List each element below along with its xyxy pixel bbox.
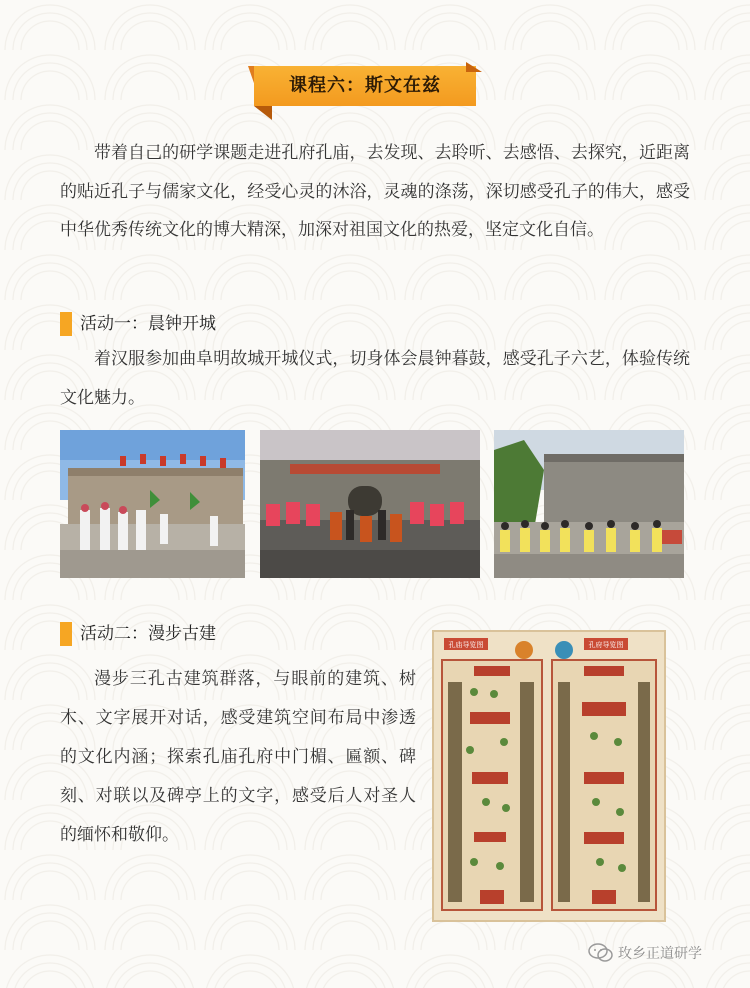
course-title: 课程六：斯文在兹	[254, 66, 476, 106]
wechat-icon	[588, 942, 614, 964]
banner-fold-right	[466, 62, 482, 72]
course-title-banner	[248, 62, 488, 122]
activity2-heading	[60, 622, 216, 646]
map-right-label: 孔府导览图	[588, 641, 624, 649]
intro-paragraph: 带着自己的研学课题走进孔府孔庙，去发现、去聆听、去感悟、去探究，近距离的贴近孔子与儒家文化，经受心灵的沐浴，灵魂的涤荡，深切感受孔子的伟大，感受中华优秀传统文化的博大精深，加深对祖国文化的热爱，坚定文化自信。	[60, 143, 690, 240]
activity1-paragraph: 着汉服参加曲阜明故城开城仪式，切身体会晨钟暮鼓，感受孔子六艺，体验传统文化魅力。	[60, 349, 690, 408]
heading-accent-bar	[60, 312, 72, 336]
banner-tail	[254, 106, 272, 120]
ceremony-photo-1	[60, 430, 245, 578]
wechat-watermark	[588, 942, 702, 964]
watermark-text: 玫乡正道研学	[618, 946, 702, 962]
activity2-heading-text: 活动二：漫步古建	[80, 624, 216, 644]
activity2-paragraph: 漫步三孔古建筑群落，与眼前的建筑、树木、文字展开对话，感受建筑空间布局中渗透的文化内涵；探索孔庙孔府中门楣、匾额、碑刻、对联以及碑亭上的文字，感受后人对圣人的缅怀和敬仰。	[60, 669, 416, 845]
heading-accent-bar	[60, 622, 72, 646]
guide-map-illustration	[432, 630, 666, 922]
map-left-label: 孔庙导览图	[448, 641, 484, 649]
activity1-heading	[60, 312, 216, 336]
ceremony-photo-2	[260, 430, 480, 578]
ceremony-photo-3	[494, 430, 684, 578]
activity1-heading-text: 活动一：晨钟开城	[80, 314, 216, 334]
